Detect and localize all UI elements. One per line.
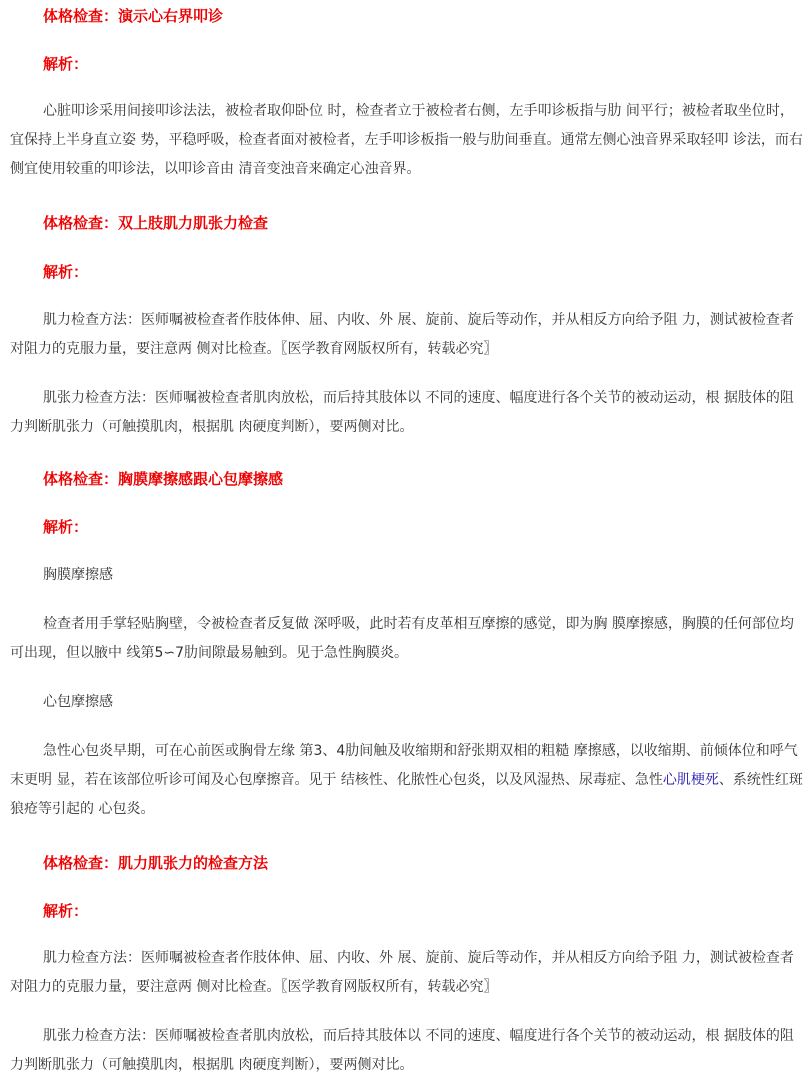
analysis-label-2: 解析： (43, 263, 89, 281)
section-2-paragraph-1: 肌力检查方法：医师嘱被检查者作肢体伸、屈、内收、外 展、旋前、旋后等动作，并从相反方向给予阻 力，测试被检查者对阻力的克服力量，要注意两 侧对比检查。〖医学教育网版权所有，转载必究〗 (10, 312, 794, 357)
section-4-paragraph-2: 肌张力检查方法：医师嘱被检查者肌肉放松，而后持其肢体以 不同的速度、幅度进行各个关节的被动运动，根 据肢体的阻力判断肌张力（可触摸肌肉，根据肌 肉硬度判断），要两侧对比。 (10, 1028, 794, 1073)
section-heading-3: 体格检查：胸膜摩擦感跟心包摩擦感 (43, 470, 284, 488)
pericardial-text-before: 急性心包炎早期，可在心前医或胸骨左缘 第3、4肋间触及收缩期和舒张期双相的粗糙 摩擦感，以收缩期、前倾体位和呼气末更明 显，若在该部位听诊可闻及心包摩擦音。见于 结核性、化脓性心包炎，以及风湿热、尿毒症、急性 (10, 743, 798, 788)
myocardial-infarction-link[interactable]: 心肌梗死 (662, 772, 719, 788)
subsection-text-pericardial (10, 737, 806, 824)
pericardial-text-after: 、系统性红斑狼疮等引起的 心包炎。 (10, 772, 803, 817)
section-1-paragraph-1: 心脏叩诊采用间接叩诊法法，被检者取仰卧位 时，检查者立于被检者右侧，左手叩诊板指与肋 间平行；被检者取坐位时，宜保持上半身直立姿 势，平稳呼吸，检查者面对被检者，左手叩诊板指一般与肋间垂直。通常左侧心浊音界采取轻叩 诊法，而右侧宜使用较重的叩诊法，以叩诊音由 清音变浊音来确定心浊音界。 (10, 103, 803, 177)
analysis-label-1: 解析： (43, 55, 89, 73)
section-heading-1: 体格检查：演示心右界叩诊 (43, 7, 224, 25)
analysis-label-4: 解析： (43, 902, 89, 920)
section-4-paragraph-1: 肌力检查方法：医师嘱被检查者作肢体伸、屈、内收、外 展、旋前、旋后等动作，并从相反方向给予阻 力，测试被检查者对阻力的克服力量，要注意两 侧对比检查。〖医学教育网版权所有，转载必究〗 (10, 950, 794, 995)
section-heading-2: 体格检查：双上肢肌力肌张力检查 (43, 214, 269, 232)
section-heading-4: 体格检查：肌力肌张力的检查方法 (43, 854, 269, 872)
subsection-title-pericardial: 心包摩擦感 (43, 694, 113, 710)
section-2-paragraph-2: 肌张力检查方法：医师嘱被检查者肌肉放松，而后持其肢体以 不同的速度、幅度进行各个关节的被动运动，根 据肢体的阻力判断肌张力（可触摸肌肉，根据肌 肉硬度判断），要两侧对比。 (10, 390, 794, 435)
subsection-text-pleural: 检查者用手掌轻贴胸壁，令被检查者反复做 深呼吸，此时若有皮革相互摩擦的感觉，即为胸 膜摩擦感，胸膜的任何部位均可出现，但以腋中 线第5∽7肋间隙最易触到。见于急性胸膜炎。 (10, 616, 794, 661)
analysis-label-3: 解析： (43, 518, 89, 536)
subsection-title-pleural: 胸膜摩擦感 (43, 567, 113, 583)
